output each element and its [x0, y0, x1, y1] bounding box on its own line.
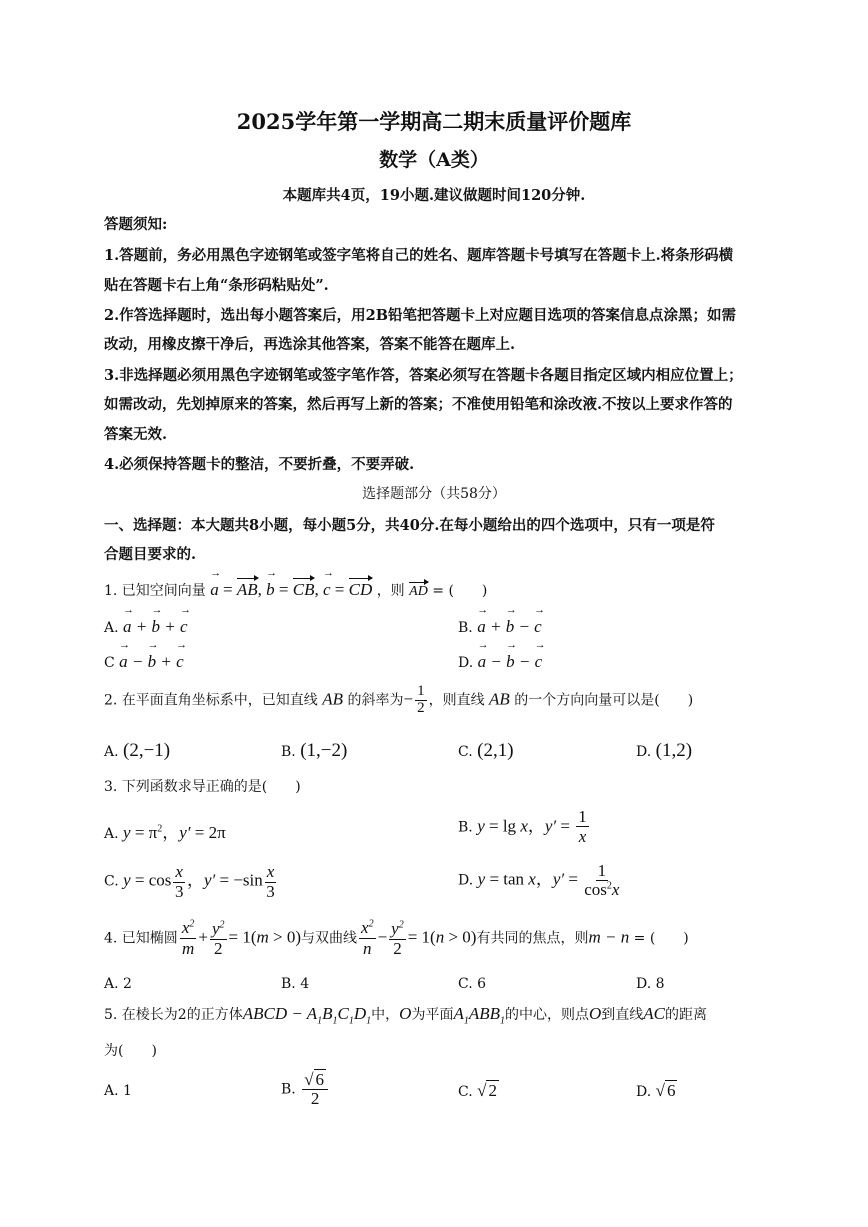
note-2-line-1: 2.作答选择题时，选出每小题答案后，用2B铅笔把答题卡上对应题目选项的答案信息点涂黑；如需 [104, 307, 736, 324]
question-4: 4. 已知椭圆 $\frac{x^2}{m}$ + $\frac{y^2}{2}$ = 1(m > 0)与双曲线 $\frac{x^2}{n}$ − $\frac{y^2}{2}$ = 1(n > 0)有共同的焦点，则m − n = ( ) [104, 918, 689, 959]
page-title: 2025学年第一学期高二期末质量评价题库 [236, 109, 632, 134]
question-3: 3. 下列函数求导正确的是( ) [104, 779, 301, 795]
question-1: 1. 已知空间向量 → a = AB, → b = CB, → c = CD ，则 AD = ( ) [104, 578, 487, 600]
q5-option-d[interactable]: D. √ 6 [636, 1081, 676, 1100]
q4-option-b[interactable]: B. 4 [281, 976, 310, 992]
q2-option-c[interactable]: C. (2,1) [458, 740, 514, 761]
section-intro-line-2: 合题目要求的. [104, 546, 197, 563]
section-intro-line-1: 一、选择题：本大题共8小题，每小题5分，共40分.在每小题给出的四个选项中，只有一项是符 [104, 517, 715, 534]
q2-option-a[interactable]: A. (2,−1) [104, 740, 171, 761]
q1-option-d[interactable]: D. → a − → b − → c [458, 652, 542, 672]
q5-option-b[interactable]: B. $\frac{√ 6}{2}$ [281, 1071, 330, 1108]
note-1-line-2: 贴在答题卡右上角“条形码粘贴处”. [104, 277, 329, 294]
notes-heading: 答题须知: [104, 216, 168, 233]
section-title: 选择题部分（共58分） [362, 486, 506, 502]
note-3-line-2: 如需改动，先划掉原来的答案，然后再写上新的答案；不准使用铅笔和涂改液.不按以上要求作答的 [104, 396, 733, 413]
q4-option-a[interactable]: A. 2 [104, 976, 132, 992]
note-3-line-3: 答案无效. [104, 426, 168, 443]
note-3-line-1: 3.非选择题必须用黑色字迹钢笔或签字笔作答，答案必须写在答题卡各题目指定区域内相应位置上； [104, 367, 743, 384]
q5-option-a[interactable]: A. 1 [104, 1083, 132, 1099]
question-5-line-2: 为( ) [104, 1043, 157, 1059]
q3-option-a[interactable]: A. $y = \pi^2$，y′ = 2π [104, 823, 226, 842]
q4-option-c[interactable]: C. 6 [458, 976, 487, 992]
q4-option-d[interactable]: D. 8 [636, 976, 665, 992]
note-2-line-2: 改动，用橡皮擦干净后，再选涂其他答案，答案不能答在题库上. [104, 336, 516, 353]
note-4: 4.必须保持答题卡的整洁，不要折叠，不要弄破. [104, 456, 415, 473]
q3-option-c[interactable]: C. y = cos $\frac{x}{3}$ ，y′ = −sin $\frac{x}{3}$ [104, 862, 275, 901]
q1-option-c[interactable]: C → a − → b + → c [104, 652, 184, 672]
question-5-line-1: 5. 在棱长为2的正方体ABCD − $A_1B_1C_1D_1$中，O为平面$A_1ABB_1$的中心，则点O到直线AC的距离 [104, 1004, 708, 1027]
exam-info: 本题库共4页，19小题.建议做题时间120分钟. [282, 187, 586, 204]
q1-option-a[interactable]: A. → a + → b + → c [104, 617, 188, 637]
question-2: 2. 在平面直角坐标系中，已知直线 AB 的斜率为− $\frac{1}{2}$ ，则直线 AB 的一个方向向量可以是( ) [104, 683, 694, 716]
q3-option-b[interactable]: B. y = lg x，y′ = $\frac{1}{x}$ [458, 807, 587, 846]
q2-option-b[interactable]: B. (1,−2) [281, 740, 348, 761]
subject-title: 数学（A类） [379, 149, 489, 171]
q3-option-d[interactable]: D. y = tan x，y′ = $\frac{1}{\cos^2x}$ [458, 861, 620, 899]
q2-option-d[interactable]: D. (1,2) [636, 740, 693, 761]
q1-option-b[interactable]: B. → a + → b − → c [458, 617, 542, 637]
q5-option-c[interactable]: C. √ 2 [458, 1081, 497, 1100]
note-1-line-1: 1.答题前，务必用黑色字迹钢笔或签字笔将自己的姓名、题库答题卡号填写在答题卡上.将条形码横 [104, 247, 734, 264]
